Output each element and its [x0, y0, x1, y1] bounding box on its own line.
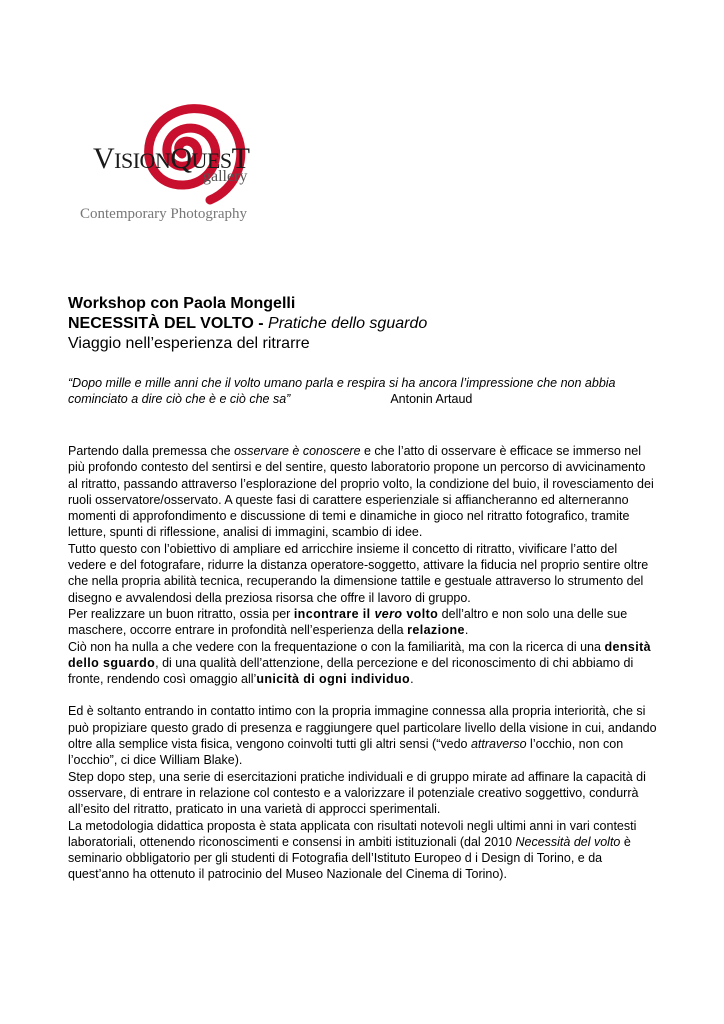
workshop-subtitle: NECESSITÀ DEL VOLTO - Pratiche dello sguardo	[68, 315, 428, 332]
workshop-tagline: Viaggio nell’esperienza del ritrarre	[68, 335, 310, 352]
paragraph-4: Ciò non ha nulla a che vedere con la frequentazione o con la familiarità, ma con la ricerca di una densità dello sguardo, di una qualità dell’attenzione, della percezione e del riconoscimento di chi abbiamo di fronte, rendendo così omaggio all’unicità di ogni individuo.	[68, 639, 651, 687]
visionquest-logo	[78, 92, 278, 232]
paragraph-7: La metodologia didattica proposta è stata applicata con risultati notevoli negli ultimi anni in vari contesti laboratoriali, ottenendo riconoscimenti e consensi in ambiti istituzionali (dal 2010 Necessità del volto è seminario obbligatorio per gli studenti di Fotografia dell’Istituto Europeo d i Design di Torino, e da quest’anno ha ottenuto il patrocinio del Museo Nazionale del Cinema di Torino).	[68, 818, 637, 882]
paragraph-3: Per realizzare un buon ritratto, ossia per incontrare il vero volto dell’altro e non solo una delle sue maschere, occorre entrare in profondità nell’esperienza della relazione.	[68, 606, 628, 638]
quote-author: Antonin Artaud	[390, 392, 473, 406]
brand-tagline: Contemporary Photography	[80, 206, 248, 222]
brand-wordmark: VISIONQUEST	[93, 142, 250, 175]
quote-text: “Dopo mille e mille anni che il volto umano parla e respira si ha ancora l’impressione che non abbia cominciato a dire ciò che è e ciò che sa”	[68, 376, 616, 406]
document-body	[68, 294, 658, 883]
paragraph-2: Tutto questo con l’obiettivo di ampliare ed arricchire insieme il concetto di ritratto, vivificare l’atto del vedere e del fotografare, ridurre la distanza operatore-soggetto, attivare la fiducia nel proprio sentire oltre che nella propria abilità tecnica, recuperando la dimensione tattile e gestuale attraverso lo strumento del disegno e avvalendosi della preziosa risorsa che offre il lavoro di gruppo.	[68, 541, 649, 605]
workshop-title: Workshop con Paola Mongelli	[68, 295, 296, 312]
brand-gallery-text: gallery	[203, 168, 248, 185]
paragraph-1: Partendo dalla premessa che osservare è conoscere e che l’atto di osservare è efficace se immerso nel più profondo contesto del sentirsi e del sentire, questo laboratorio propone un percorso di avvicinamento al ritratto, passando attraverso l’esplorazione del proprio volto, la condizione del buio, il rovesciamento dei ruoli osservatore/osservato. A queste fasi di carattere esperienziale si affiancheranno ed alterneranno momenti di approfondimento e discussione di temi e dinamiche in gioco nel ritratto fotografico, tramite letture, spunti di riflessione, analisi di immagini, scambio di idee.	[68, 444, 654, 540]
paragraph-6: Step dopo step, una serie di esercitazioni pratiche individuali e di gruppo mirate ad affinare la capacità di osservare, di entrare in relazione col contesto e a valorizzare il potenziale creativo soggettivo, condurrà all’esito del ritratto, praticato in una varietà di approcci sperimentali.	[68, 769, 646, 817]
paragraph-5: Ed è soltanto entrando in contatto intimo con la propria immagine connessa alla propria interiorità, che si può propiziare questo grado di presenza e raggiungere quel particolare livello della visione in cui, andando oltre alla semplice vista fisica, vengono coinvolti tutti gli altri sensi (“vedo attraverso l’occhio, non con l’occhio”, ci dice William Blake).	[68, 704, 657, 768]
epigraph-quote	[68, 375, 658, 407]
